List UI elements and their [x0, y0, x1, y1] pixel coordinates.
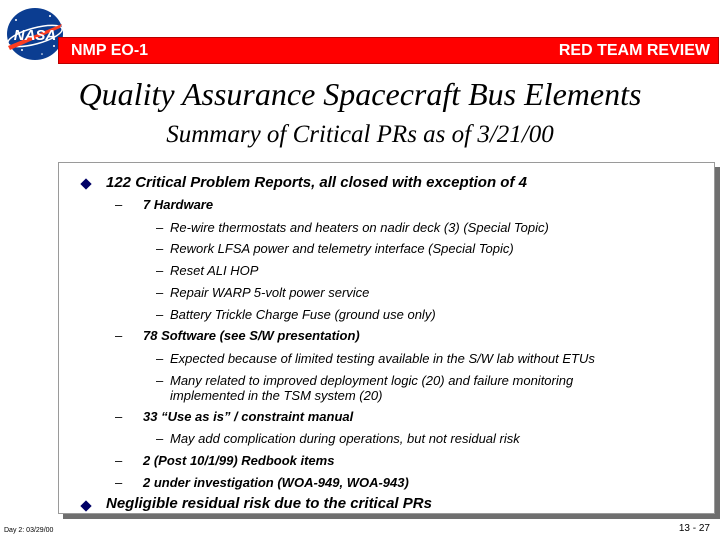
dash-marker: –	[115, 453, 123, 468]
content-box	[58, 162, 715, 514]
bullet-critical-prs: 122 Critical Problem Reports, all closed with exception of 4	[106, 174, 527, 191]
bullet-residual-risk: Negligible residual risk due to the critical PRs	[106, 495, 432, 512]
page-subtitle: Summary of Critical PRs as of 3/21/00	[166, 121, 554, 148]
hardware-item: Reset ALI HOP	[170, 263, 259, 278]
hardware-item: Rework LFSA power and telemetry interface (Special Topic)	[170, 241, 514, 256]
project-label: NMP EO-1	[71, 42, 149, 59]
page-number: 13 - 27	[678, 523, 710, 534]
bullet-diamond-icon	[80, 500, 91, 511]
redbook-label: 2 (Post 10/1/99) Redbook items	[143, 453, 335, 468]
page-title: Quality Assurance Spacecraft Bus Elements	[78, 76, 642, 112]
dash-marker: –	[156, 241, 164, 256]
software-item: Many related to improved deployment logic (20) and failure monitoring	[170, 373, 574, 388]
dash-marker: –	[156, 285, 164, 300]
hardware-item: Battery Trickle Charge Fuse (ground use only)	[170, 307, 436, 322]
header-bar	[58, 37, 719, 64]
dash-marker: –	[156, 307, 164, 322]
hardware-label: 7 Hardware	[143, 197, 214, 212]
hardware-item: Re-wire thermostats and heaters on nadir deck (3) (Special Topic)	[170, 220, 549, 235]
dash-marker: –	[115, 197, 123, 212]
useasis-label: 33 “Use as is” / constraint manual	[143, 409, 354, 424]
dash-marker: –	[156, 431, 164, 446]
dash-marker: –	[156, 351, 164, 366]
bullet-diamond-icon	[80, 178, 91, 189]
dash-marker: –	[156, 220, 164, 235]
useasis-item: May add complication during operations, but not residual risk	[170, 431, 520, 446]
dash-marker: –	[115, 409, 123, 424]
svg-text:NASA: NASA	[13, 27, 57, 44]
software-label: 78 Software (see S/W presentation)	[143, 328, 360, 343]
dash-marker: –	[156, 263, 164, 278]
dash-marker: –	[156, 373, 164, 388]
review-label: RED TEAM REVIEW	[558, 42, 710, 59]
dash-marker: –	[115, 328, 123, 343]
hardware-item: Repair WARP 5-volt power service	[170, 285, 370, 300]
investigation-label: 2 under investigation (WOA-949, WOA-943)	[143, 475, 409, 490]
software-item: Expected because of limited testing available in the S/W lab without ETUs	[170, 351, 595, 366]
footer-date: Day 2: 03/29/00	[4, 527, 54, 534]
software-item-continuation: implemented in the TSM system (20)	[170, 388, 383, 403]
dash-marker: –	[115, 475, 123, 490]
